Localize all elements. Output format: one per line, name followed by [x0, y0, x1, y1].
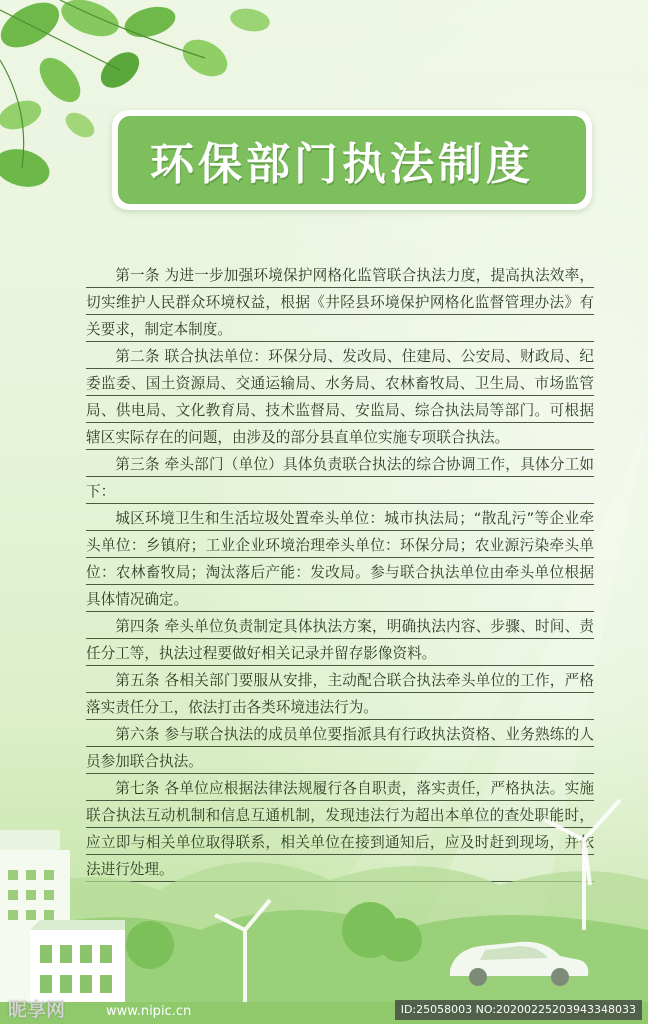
article-paragraph-8: 第七条 各单位应根据法律法规履行各自职责，落实责任，严格执法。实施联合执法互动机制和信息互通机制，发现违法行为超出本单位的查处职能时，应立即与相关单位取得联系，相关单位在接到通知后，应及时赶到现场，并依法进行处理。 — [86, 775, 594, 883]
watermark-url: www.nipic.cn — [106, 1004, 192, 1019]
city-scenery-decoration — [0, 780, 648, 1024]
title-banner-inner — [118, 116, 586, 204]
article-paragraph-7: 第六条 参与联合执法的成员单位要指派具有行政执法资格、业务熟练的人员参加联合执法。 — [86, 721, 594, 775]
article-paragraph-1: 第一条 为进一步加强环境保护网格化监管联合执法力度，提高执法效率，切实维护人民群众环境权益，根据《井陉县环境保护网格化监督管理办法》有关要求，制定本制度。 — [86, 262, 594, 343]
watermark-logo: 昵享网 — [8, 999, 66, 1021]
title-banner — [112, 110, 592, 210]
article-paragraph-4: 城区环境卫生和生活垃圾处置牵头单位：城市执法局；“散乱污”等企业牵头单位：乡镇府；工业企业环境治理牵头单位：环保分局；农业源污染牵头单位：农林畜牧局；淘汰落后产能：发改局。参与联合执法单位由牵头单位根据具体情况确定。 — [86, 505, 594, 613]
article-paragraph-6: 第五条 各相关部门要服从安排，主动配合联合执法牵头单位的工作，严格落实责任分工，依法打击各类环境违法行为。 — [86, 667, 594, 721]
article-paragraph-2: 第二条 联合执法单位：环保分局、发改局、住建局、公安局、财政局、纪委监委、国土资源局、交通运输局、水务局、农林畜牧局、卫生局、市场监管局、供电局、文化教育局、技术监督局、安监局、综合执法局等部门。可根据辖区实际存在的问题，由涉及的部分县直单位实施专项联合执法。 — [86, 343, 594, 451]
page-title: 环保部门执法制度 — [150, 139, 534, 190]
watermark-bar — [0, 998, 648, 1024]
article-paragraph-3: 第三条 牵头部门（单位）具体负责联合执法的综合协调工作，具体分工如下： — [86, 451, 594, 505]
watermark-id: ID:25058003 NO:20200225203943348033 — [395, 1000, 642, 1020]
article-paragraph-5: 第四条 牵头单位负责制定具体执法方案，明确执法内容、步骤、时间、责任分工等，执法过程要做好相关记录并留存影像资料。 — [86, 613, 594, 667]
